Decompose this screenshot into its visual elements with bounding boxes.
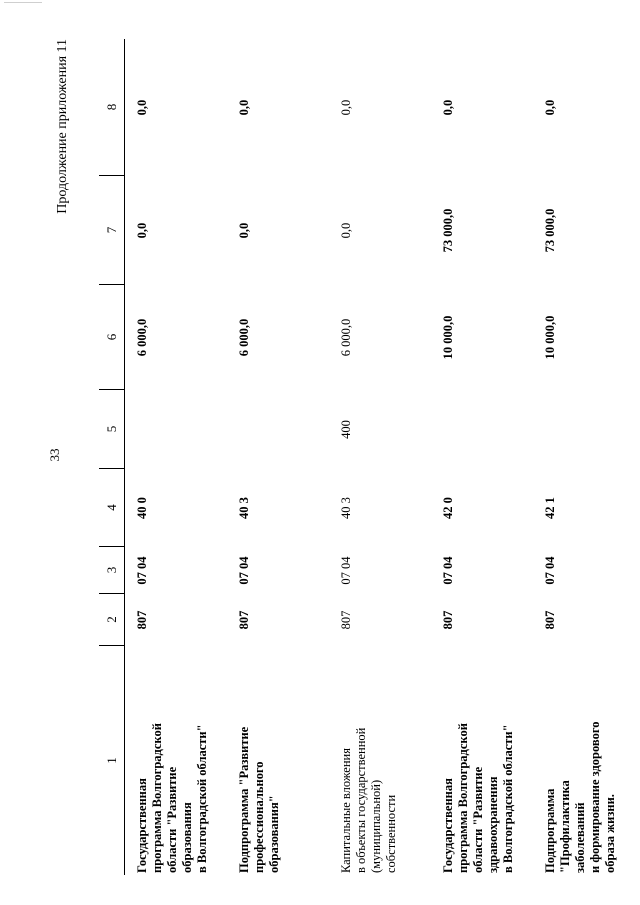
column-header: 5	[99, 390, 125, 469]
cell-col8: 0,0	[237, 99, 251, 116]
budget-table	[99, 39, 635, 875]
cell-col6: 10 000,0	[441, 315, 455, 360]
cell-col7: 0,0	[237, 222, 251, 239]
cell-col4: 42 1	[543, 497, 557, 519]
cell-col5: 400	[339, 420, 353, 439]
cell-col3: 07 04	[441, 556, 455, 585]
cell-col7: 73 000,0	[543, 208, 557, 253]
cell-col4: 40 3	[339, 497, 353, 519]
column-header: 8	[99, 39, 125, 176]
cell-col4: 40 3	[237, 497, 251, 519]
cell-col2: 807	[441, 610, 455, 630]
row-name: Государственная программа Волгоградской области "Развитие образования в Волгоградской области"	[135, 723, 209, 873]
column-header: 6	[99, 285, 125, 390]
cell-col8: 0,0	[339, 99, 353, 116]
cell-col5	[431, 390, 533, 469]
column-header: 3	[99, 547, 125, 594]
cell-col8: 0,0	[135, 99, 149, 116]
cell-col2: 807	[543, 610, 557, 630]
cell-col6: 10 000,0	[543, 315, 557, 360]
cell-col6: 6 000,0	[339, 318, 353, 357]
rotated-page	[47, 25, 617, 885]
row-name: Подпрограмма "Профилактика заболеваний и формирование здорового образа жизни.	[543, 721, 617, 873]
cell-col3: 07 04	[339, 556, 353, 585]
cell-col2: 807	[135, 610, 149, 630]
cell-col5	[227, 390, 329, 469]
cell-col8: 0,0	[441, 99, 455, 116]
row-name: Капитальные вложения в объекты государственной (муниципальной) собственности	[339, 727, 398, 873]
cell-col2: 807	[339, 610, 353, 630]
column-header: 1	[99, 646, 125, 875]
row-name: Подпрограмма "Развитие профессионального образования"	[237, 726, 281, 873]
cell-col3: 07 04	[135, 556, 149, 585]
cell-col4: 40 0	[135, 497, 149, 519]
column-header: 2	[99, 594, 125, 646]
cell-col2: 807	[237, 610, 251, 630]
cell-col4: 42 0	[441, 497, 455, 519]
cell-col5	[533, 390, 635, 469]
appendix-note: Продолжение приложения 11	[55, 39, 70, 214]
cell-col3: 07 04	[237, 556, 251, 585]
cell-col6: 6 000,0	[135, 318, 149, 357]
page-number: 33	[47, 448, 62, 462]
cell-col8: 0,0	[543, 99, 557, 116]
cell-col7: 0,0	[135, 222, 149, 239]
cell-col6: 6 000,0	[237, 318, 251, 357]
column-header: 7	[99, 176, 125, 285]
cell-col3: 07 04	[543, 556, 557, 585]
cell-col7: 73 000,0	[441, 208, 455, 253]
row-name: Государственная программа Волгоградской области "Развитие здравоохранения в Волгоградской области"	[441, 723, 515, 873]
column-header: 4	[99, 469, 125, 547]
page-edge-mark	[4, 2, 42, 6]
cell-col5	[125, 390, 227, 469]
cell-col7: 0,0	[339, 222, 353, 239]
